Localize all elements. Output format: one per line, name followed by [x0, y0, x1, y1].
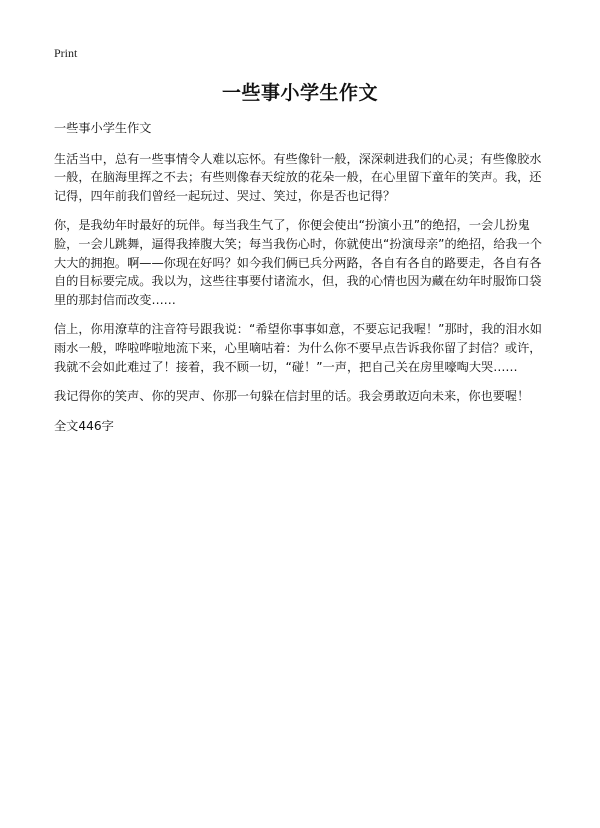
word-count: 全文446字 — [54, 418, 114, 433]
paragraph-2: 你，是我幼年时最好的玩伴。每当我生气了，你便会使出“扮演小丑”的绝招，一会儿扮鬼脸，一会儿跳舞，逼得我捧腹大笑；每当我伤心时，你就使出“扮演母亲”的绝招，给我一个大大的拥抱。啊——你现在好吗？如今我们俩已兵分两路，各自有各自的路要走，各自有各自的目标要完成。我以为，这些往事要付诸流水，但，我的心情也因为藏在幼年时服饰口袋里的那封信而改变…… — [54, 218, 542, 307]
page-title: 一些事小学生作文 — [221, 82, 378, 104]
article-subtitle: 一些事小学生作文 — [54, 121, 152, 135]
paragraph-3: 信上，你用潦草的注音符号跟我说：“希望你事事如意，不要忘记我喔！”那时，我的泪水如雨水一般，哗啦哗啦地流下来，心里嘀咕着：为什么你不要早点告诉我你留了封信？或许，我就不会如此难过了！接着，我不顾一切，“碰！”一声，把自己关在房里嚎啕大哭…… — [54, 322, 542, 374]
paragraph-4: 我记得你的笑声、你的哭声、你那一句躲在信封里的话。我会勇敢迈向未来，你也要喔！ — [54, 389, 530, 404]
print-link[interactable]: Print — [54, 46, 78, 60]
article-body — [54, 119, 548, 446]
paragraph-1: 生活当中，总有一些事情令人难以忘怀。有些像针一般，深深刺进我们的心灵；有些像胶水一般，在脑海里挥之不去；有些则像春天绽放的花朵一般，在心里留下童年的笑声。我，还记得，四年前我们曾经一起玩过、哭过、笑过，你是否也记得？ — [54, 151, 542, 203]
